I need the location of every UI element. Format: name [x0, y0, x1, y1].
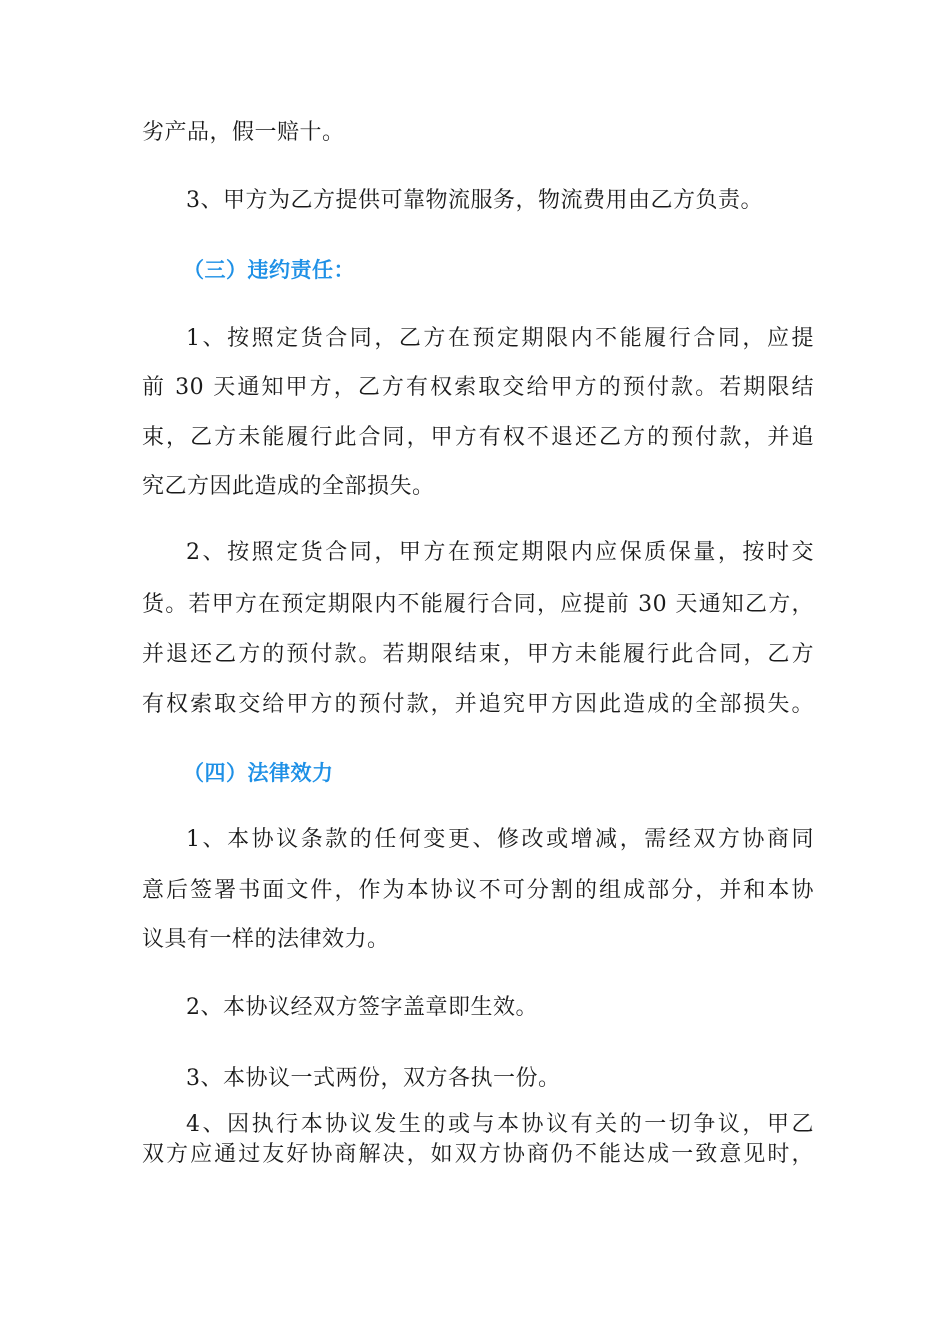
paragraph-line: 束，乙方未能履行此合同，甲方有权不退还乙方的预付款，并追 [142, 425, 814, 450]
paragraph-line: 究乙方因此造成的全部损失。 [142, 474, 435, 499]
paragraph-line: 2、按照定货合同，甲方在预定期限内应保质保量，按时交 [186, 540, 814, 565]
paragraph-line: 有权索取交给甲方的预付款，并追究甲方因此造成的全部损失。 [142, 692, 814, 717]
paragraph-line: 3、甲方为乙方提供可靠物流服务，物流费用由乙方负责。 [186, 188, 763, 213]
section-heading-legal-effect: （四）法律效力 [183, 761, 334, 785]
paragraph-line: 1、按照定货合同，乙方在预定期限内不能履行合同，应提 [186, 326, 814, 351]
section-heading-breach: （三）违约责任： [183, 258, 355, 282]
paragraph-line: 议具有一样的法律效力。 [142, 927, 390, 952]
paragraph-line: 并退还乙方的预付款。若期限结束，甲方未能履行此合同，乙方 [142, 642, 814, 667]
paragraph-line: 双方应通过友好协商解决，如双方协商仍不能达成一致意见时， [142, 1142, 814, 1167]
paragraph-line: 意后签署书面文件，作为本协议不可分割的组成部分，并和本协 [142, 878, 814, 903]
paragraph-line: 货。若甲方在预定期限内不能履行合同，应提前 30 天通知乙方， [142, 592, 814, 617]
paragraph-line: 4、因执行本协议发生的或与本协议有关的一切争议，甲乙 [186, 1112, 814, 1137]
paragraph-line: 劣产品，假一赔十。 [142, 120, 345, 145]
paragraph-line: 前 30 天通知甲方，乙方有权索取交给甲方的预付款。若期限结 [142, 375, 814, 400]
paragraph-line: 2、本协议经双方签字盖章即生效。 [186, 995, 538, 1020]
paragraph-line: 3、本协议一式两份，双方各执一份。 [186, 1066, 561, 1091]
paragraph-line: 1、本协议条款的任何变更、修改或增减，需经双方协商同 [186, 827, 814, 852]
